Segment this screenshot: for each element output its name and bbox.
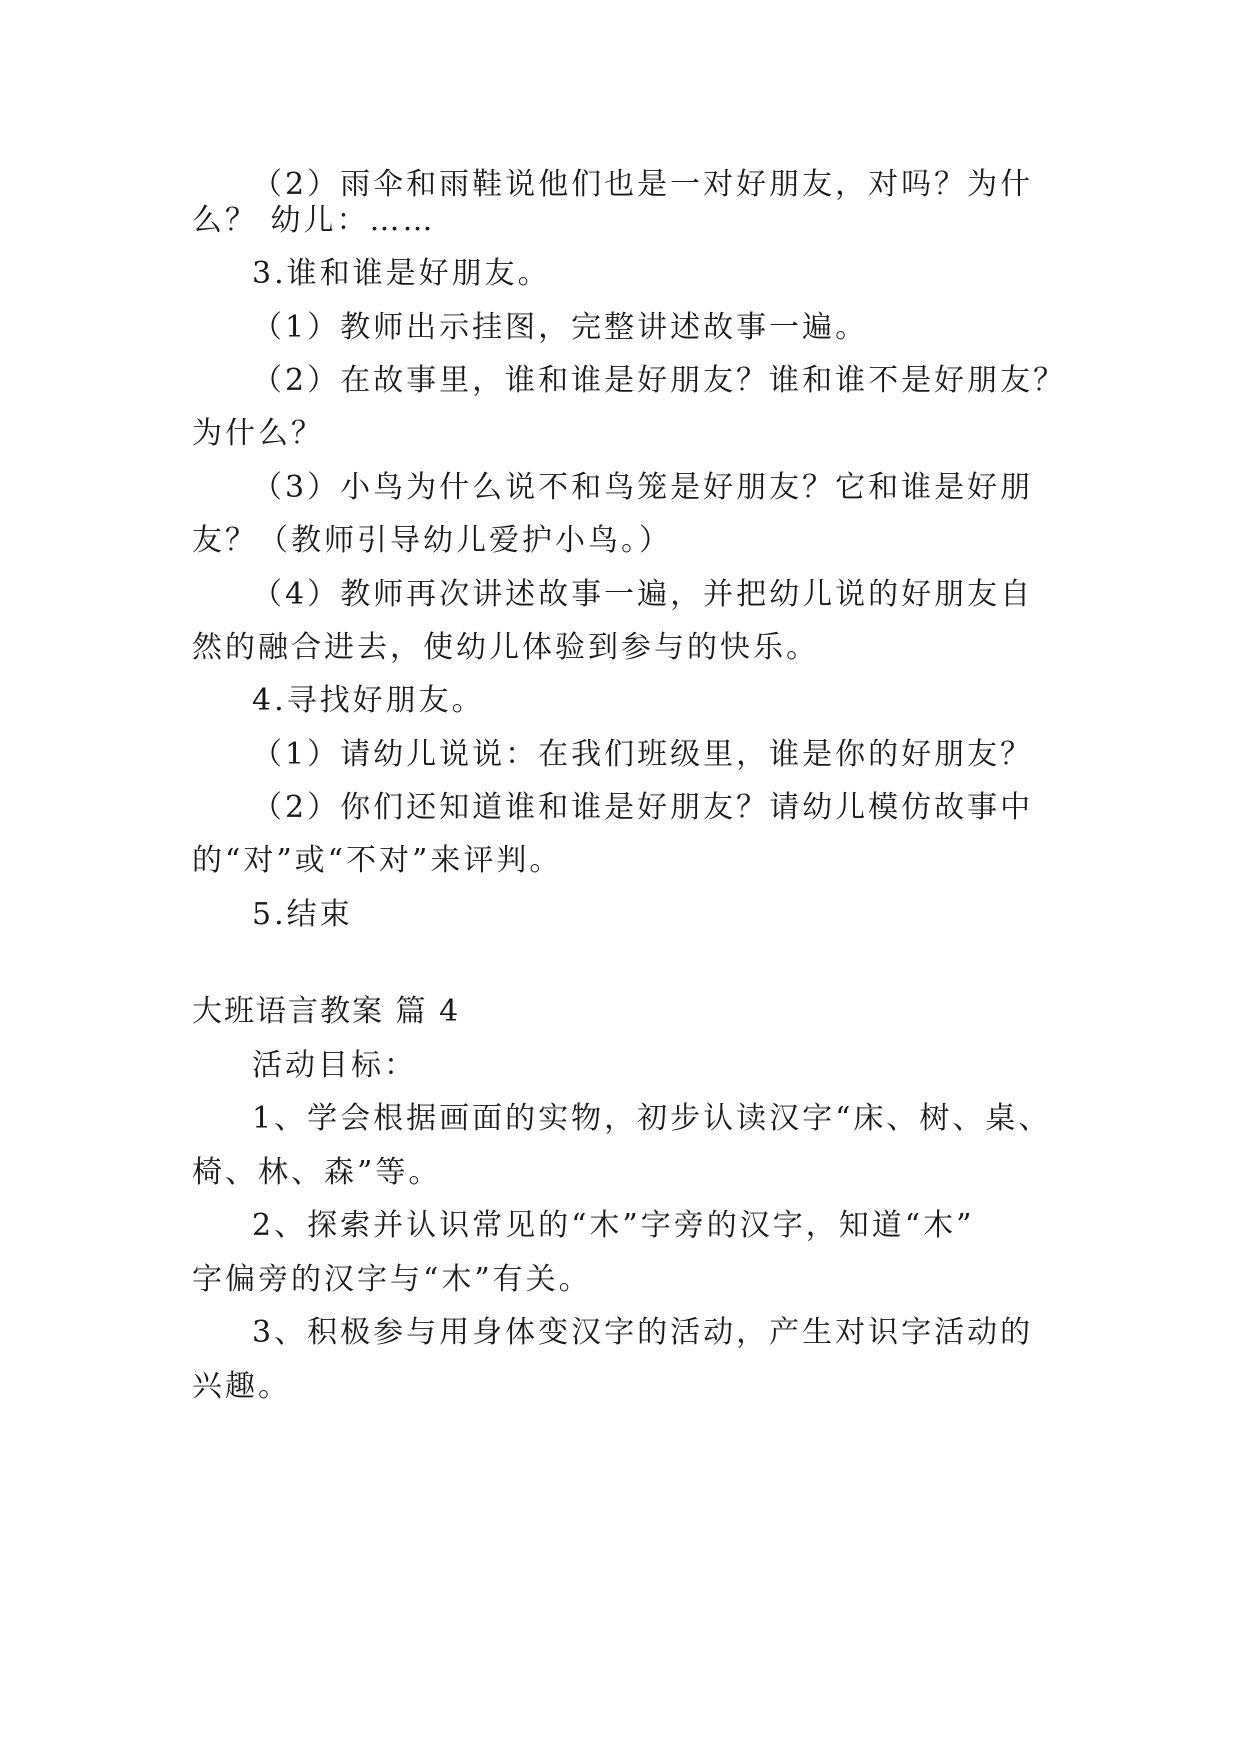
list-item-heading: 4.寻找好朋友。	[252, 683, 485, 718]
paragraph-line: 么？ 幼儿：……	[192, 203, 436, 238]
paragraph-line: （3）小鸟为什么说不和鸟笼是好朋友？它和谁是好朋	[252, 470, 1034, 505]
paragraph-line: 活动目标：	[252, 1048, 417, 1083]
paragraph-line: 椅、林、森”等。	[192, 1155, 442, 1190]
paragraph-line: 为什么？	[192, 416, 324, 451]
paragraph-line: （2）在故事里，谁和谁是好朋友？谁和谁不是好朋友？	[252, 363, 1067, 398]
paragraph-line: 然的融合进去，使幼儿体验到参与的快乐。	[192, 630, 819, 665]
paragraph-line: （4）教师再次讲述故事一遍，并把幼儿说的好朋友自	[252, 577, 1034, 612]
paragraph-line: 友？（教师引导幼儿爱护小鸟。）	[192, 523, 672, 558]
paragraph-line: （1）请幼儿说说：在我们班级里，谁是你的好朋友？	[252, 737, 1034, 772]
list-item-heading: 3.谁和谁是好朋友。	[252, 256, 551, 291]
paragraph-line: （2）你们还知道谁和谁是好朋友？请幼儿模仿故事中	[252, 790, 1034, 825]
paragraph-line: 字偏旁的汉字与“木”有关。	[192, 1262, 592, 1297]
paragraph-line: 1、学会根据画面的实物，初步认读汉字“床、树、桌、	[252, 1101, 1052, 1136]
paragraph-line: （1）教师出示挂图，完整讲述故事一遍。	[252, 310, 869, 345]
paragraph-line: （2）雨伞和雨鞋说他们也是一对好朋友，对吗？为什	[252, 167, 1034, 202]
paragraph-line: 3、积极参与用身体变汉字的活动，产生对识字活动的	[252, 1315, 1034, 1350]
paragraph-line: 兴趣。	[192, 1369, 291, 1404]
paragraph-line: 2、探索并认识常见的“木”字旁的汉字，知道“木”	[252, 1208, 975, 1243]
section-title: 大班语言教案 篇 4	[192, 994, 461, 1029]
list-item-heading: 5.结束	[252, 897, 353, 932]
paragraph-line: 的“对”或“不对”来评判。	[192, 843, 563, 878]
